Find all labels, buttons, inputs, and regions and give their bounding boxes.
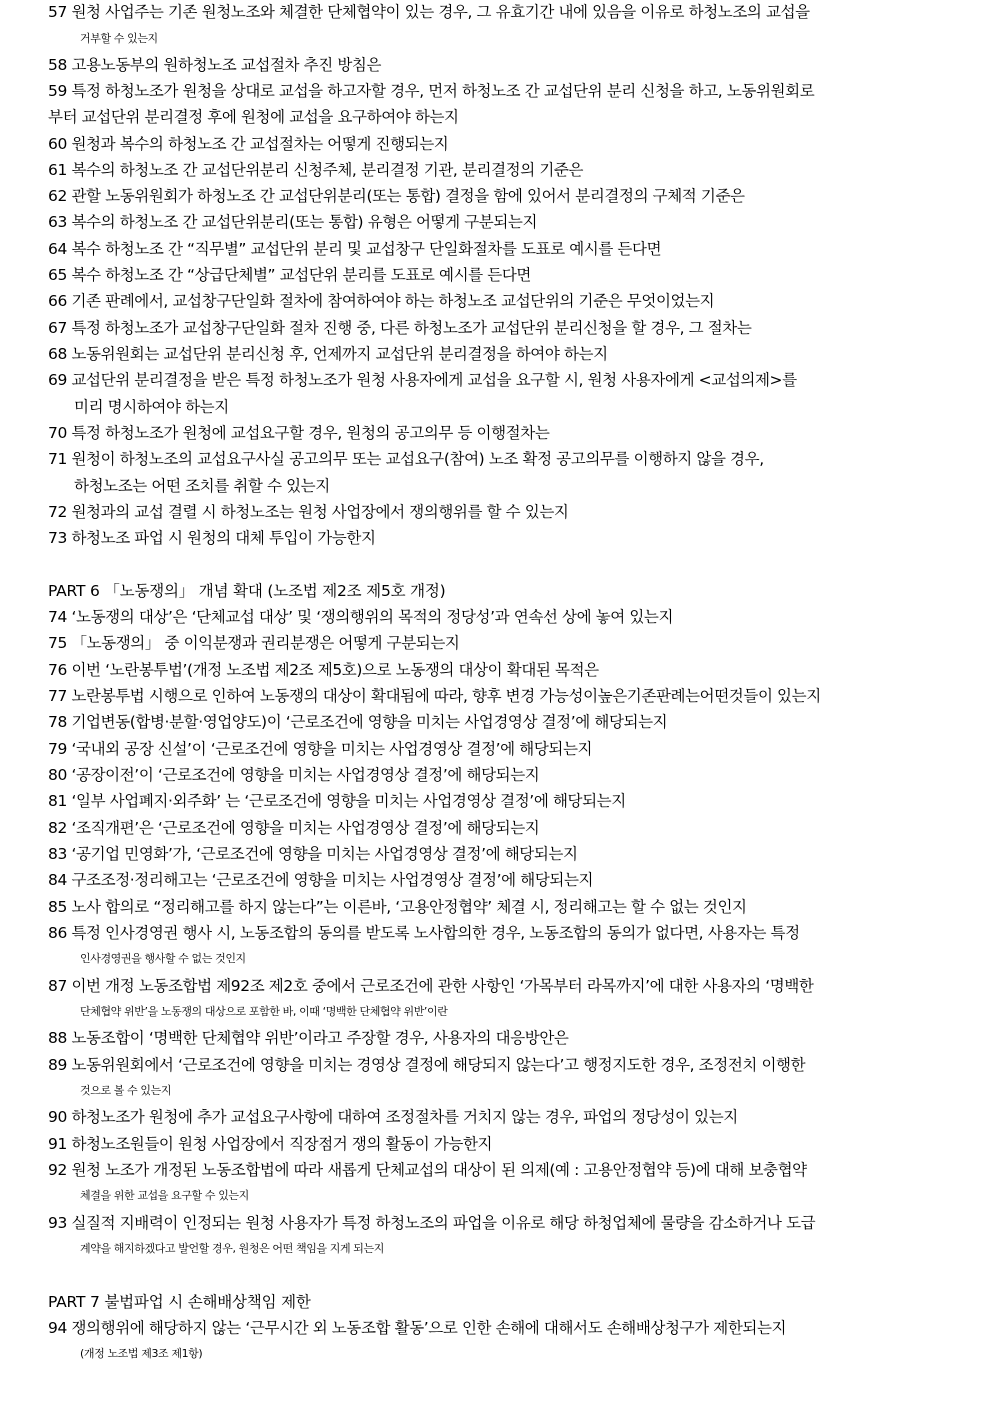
list-item: 93 실질적 지배력이 인정되는 원청 사용자가 특정 하청노조의 파업을 이유로 해당 하청업체에 물량을 감소하거나 도급 [48,1214,816,1232]
part-6-heading: PART 6 「노동쟁의」 개념 확대 (노조법 제2조 제5호 개정) [48,582,446,600]
list-item: 85 노사 합의로 “정리해고를 하지 않는다”는 이른바, ‘고용안정협약’ 체결 시, 정리해고는 할 수 없는 것인지 [48,898,747,916]
list-item: 84 구조조정·정리해고는 ‘근로조건에 영향을 미치는 사업경영상 결정’에 해당되는지 [48,871,594,889]
list-item: 92 원청 노조가 개정된 노동조합법에 따라 새롭게 단체교섭의 대상이 된 의제(예 : 고용안정협약 등)에 대해 보충협약 [48,1161,807,1179]
list-item-continuation: 단체협약 위반’을 노동쟁의 대상으로 포함한 바, 이때 ‘명백한 단체협약 위반’이란 [80,1005,448,1018]
list-item-continuation: 체결을 위한 교섭을 요구할 수 있는지 [80,1189,249,1202]
list-item: 71 원청이 하청노조의 교섭요구사실 공고의무 또는 교섭요구(참여) 노조 확정 공고의무를 이행하지 않을 경우, [48,450,764,468]
list-item: 66 기존 판례에서, 교섭창구단일화 절차에 참여하여야 하는 하청노조 교섭단위의 기준은 무엇이었는지 [48,292,715,310]
list-item-continuation: 인사경영권을 행사할 수 없는 것인지 [80,952,246,965]
list-item-continuation: (개정 노조법 제3조 제1항) [80,1347,203,1360]
list-item: 74 ‘노동쟁의 대상’은 ‘단체교섭 대상’ 및 ‘쟁의행위의 목적의 정당성’과 연속선 상에 놓여 있는지 [48,608,674,626]
list-item: 65 복수 하청노조 간 “상급단체별” 교섭단위 분리를 도표로 예시를 든다면 [48,266,531,284]
list-item: 57 원청 사업주는 기존 원청노조와 체결한 단체협약이 있는 경우, 그 유효기간 내에 있음을 이유로 하청노조의 교섭을 [48,3,810,21]
list-item: 90 하청노조가 원청에 추가 교섭요구사항에 대하여 조정절차를 거치지 않는 경우, 파업의 정당성이 있는지 [48,1108,738,1126]
list-item: 76 이번 ‘노란봉투법’(개정 노조법 제2조 제5호)으로 노동쟁의 대상이 확대된 목적은 [48,661,599,679]
list-item: 89 노동위원회에서 ‘근로조건에 영향을 미치는 경영상 결정에 해당되지 않는다’고 행정지도한 경우, 조정전치 이행한 [48,1056,806,1074]
list-item: 83 ‘공기업 민영화’가, ‘근로조건에 영향을 미치는 사업경영상 결정’에 해당되는지 [48,845,578,863]
list-item-continuation: 계약을 해지하겠다고 발언할 경우, 원청은 어떤 책임을 지게 되는지 [80,1242,384,1255]
list-item: 75 「노동쟁의」 중 이익분쟁과 권리분쟁은 어떻게 구분되는지 [48,634,460,652]
list-item: 91 하청노조원들이 원청 사업장에서 직장점거 쟁의 활동이 가능한지 [48,1135,493,1153]
list-item: 94 쟁의행위에 해당하지 않는 ‘근무시간 외 노동조합 활동’으로 인한 손해에 대해서도 손해배상청구가 제한되는지 [48,1319,787,1337]
list-item: 69 교섭단위 분리결정을 받은 특정 하청노조가 원청 사용자에게 교섭을 요구할 시, 원청 사용자에게 <교섭의제>를 [48,371,797,389]
list-item: 70 특정 하청노조가 원청에 교섭요구할 경우, 원청의 공고의무 등 이행절차는 [48,424,550,442]
list-item: 67 특정 하청노조가 교섭창구단일화 절차 진행 중, 다른 하청노조가 교섭단위 분리신청을 할 경우, 그 절차는 [48,319,752,337]
list-item-continuation: 하청노조는 어떤 조치를 취할 수 있는지 [74,477,330,495]
list-item: 64 복수 하청노조 간 “직무별” 교섭단위 분리 및 교섭창구 단일화절차를 도표로 예시를 든다면 [48,240,662,258]
list-item: 60 원청과 복수의 하청노조 간 교섭절차는 어떻게 진행되는지 [48,135,449,153]
list-item-continuation: 부터 교섭단위 분리결정 후에 원청에 교섭을 요구하여야 하는지 [48,108,459,126]
part-7-heading: PART 7 불법파업 시 손해배상책임 제한 [48,1293,311,1311]
list-item-continuation: 거부할 수 있는지 [80,32,158,45]
list-item: 59 특정 하청노조가 원청을 상대로 교섭을 하고자할 경우, 먼저 하청노조 간 교섭단위 분리 신청을 하고, 노동위원회로 [48,82,815,100]
list-item: 80 ‘공장이전’이 ‘근로조건에 영향을 미치는 사업경영상 결정’에 해당되는지 [48,766,540,784]
list-item: 72 원청과의 교섭 결렬 시 하청노조는 원청 사업장에서 쟁의행위를 할 수 있는지 [48,503,569,521]
list-item: 61 복수의 하청노조 간 교섭단위분리 신청주체, 분리결정 기관, 분리결정의 기준은 [48,161,584,179]
list-item: 87 이번 개정 노동조합법 제92조 제2호 중에서 근로조건에 관한 사항인 ‘가목부터 라목까지’에 대한 사용자의 ‘명백한 [48,977,814,995]
list-item: 82 ‘조직개편’은 ‘근로조건에 영향을 미치는 사업경영상 결정’에 해당되는지 [48,819,540,837]
list-item-continuation: 것으로 볼 수 있는지 [80,1084,172,1097]
list-item: 58 고용노동부의 원하청노조 교섭절차 추진 방침은 [48,56,382,74]
list-item: 86 특정 인사경영권 행사 시, 노동조합의 동의를 받도록 노사합의한 경우, 노동조합의 동의가 없다면, 사용자는 특정 [48,924,800,942]
list-item: 79 ‘국내외 공장 신설’이 ‘근로조건에 영향을 미치는 사업경영상 결정’에 해당되는지 [48,740,593,758]
list-item: 77 노란봉투법 시행으로 인하여 노동쟁의 대상이 확대됨에 따라, 향후 변경 가능성이높은기존판례는어떤것들이 있는지 [48,687,821,705]
list-item: 88 노동조합이 ‘명백한 단체협약 위반’이라고 주장할 경우, 사용자의 대응방안은 [48,1029,569,1047]
list-item: 81 ‘일부 사업폐지·외주화’ 는 ‘근로조건에 영향을 미치는 사업경영상 결정’에 해당되는지 [48,792,626,810]
list-item: 62 관할 노동위원회가 하청노조 간 교섭단위분리(또는 통합) 결정을 함에 있어서 분리결정의 구체적 기준은 [48,187,745,205]
list-item: 73 하청노조 파업 시 원청의 대체 투입이 가능한지 [48,529,376,547]
list-item-continuation: 미리 명시하여야 하는지 [74,398,229,416]
list-item: 63 복수의 하청노조 간 교섭단위분리(또는 통합) 유형은 어떻게 구분되는지 [48,213,538,231]
list-item: 78 기업변동(합병·분할·영업양도)이 ‘근로조건에 영향을 미치는 사업경영상 결정’에 해당되는지 [48,713,668,731]
list-item: 68 노동위원회는 교섭단위 분리신청 후, 언제까지 교섭단위 분리결정을 하여야 하는지 [48,345,608,363]
